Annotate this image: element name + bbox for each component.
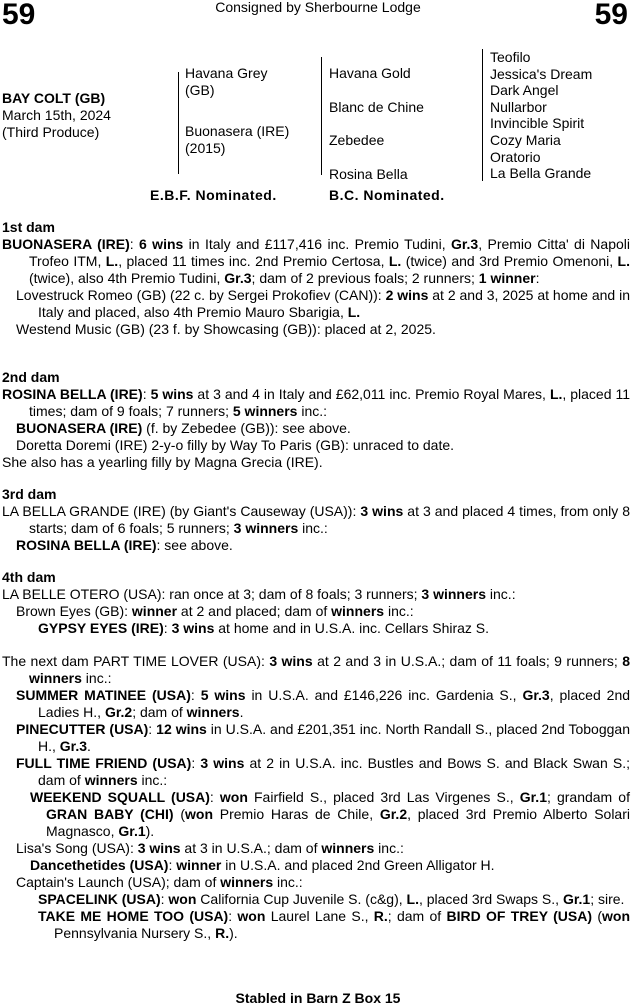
gen3-item: Oratorio [490, 148, 541, 165]
progeny-record: Captain's Launch (USA); dam of winners inc.: [16, 874, 303, 890]
sire-name: Havana Grey [185, 65, 268, 81]
progeny-record: ROSINA BELLA (IRE): see above. [16, 537, 233, 553]
first-dam-section [2, 219, 630, 338]
yearling-note: She also has a yearling filly by Magna Grecia (IRE). [2, 454, 323, 470]
section-heading: 3rd dam [2, 486, 57, 502]
gen3-item: La Bella Grande [490, 165, 592, 182]
gen3-item: Invincible Spirit [490, 115, 585, 132]
progeny-record: PINECUTTER (USA): 12 wins in U.S.A. and £201,351 inc. North Randall S., placed 2nd Toboggan H., Gr.3. [16, 721, 630, 754]
third-dam-section [2, 486, 630, 554]
dam-record: LA BELLA GRANDE (IRE) (by Giant's Causeway (USA)): 3 wins at 3 and placed 4 times, from only 8 starts; dam of 6 foals; 5 runners; 3 winners inc.: [2, 503, 631, 536]
pedigree-gen3 [490, 49, 592, 182]
section-heading: 4th dam [2, 569, 56, 585]
progeny-record: Doretta Doremi (IRE) 2-y-o filly by Way To Paris (GB): unraced to date. [16, 437, 455, 453]
section-heading: 1st dam [2, 219, 55, 235]
gen3-item: Nullarbor [490, 98, 547, 115]
gen2-sire-dam: Blanc de Chine [329, 98, 424, 115]
progeny-record: SPACELINK (USA): won California Cup Juvenile S. (c&g), L., placed 3rd Swaps S., Gr.1; sire. [38, 891, 625, 907]
gen2-dam-dam: Rosina Bella [329, 165, 408, 182]
second-dam-section [2, 369, 630, 471]
bc-nomination: B.C. Nominated. [329, 187, 445, 203]
pedigree-bracket-3 [482, 49, 483, 181]
dam-name: Buonasera (IRE) [185, 123, 290, 139]
progeny-record: SUMMER MATINEE (USA): 5 wins in U.S.A. and £146,226 inc. Gardenia S., Gr.3, placed 2nd Ladies H., Gr.2; dam of winners. [16, 687, 631, 720]
progeny-record: Lovestruck Romeo (GB) (22 c. by Sergei Prokofiev (CAN)): 2 wins at 2 and 3, 2025 at home and in Italy and placed, also 4th Premio Mauro Sbarigia, L. [16, 287, 630, 320]
lot-number-right: 59 [594, 0, 628, 31]
progeny-record: Lisa's Song (USA): 3 wins at 3 in U.S.A.; dam of winners inc.: [16, 840, 404, 856]
fourth-dam-section [2, 569, 630, 637]
pedigree-bracket-1 [178, 72, 179, 174]
pedigree-gen2 [329, 57, 424, 191]
progeny-record: Dancethetides (USA): winner in U.S.A. and placed 2nd Green Alligator H. [30, 857, 495, 873]
gen3-item: Cozy Maria [490, 131, 561, 148]
stabling-info: Stabled in Barn Z Box 15 [235, 990, 401, 1006]
gen3-item: Teofilo [490, 49, 531, 65]
horse-sex-colour: BAY COLT (GB) [2, 90, 106, 106]
gen3-item: Dark Angel [490, 82, 559, 99]
produce-note: (Third Produce) [2, 124, 100, 140]
dam-record: BUONASERA (IRE): 6 wins in Italy and £117,416 inc. Premio Tudini, Gr.3, Premio Citta' di Napoli Trofeo ITM, L., placed 11 times inc. 2nd Premio Certosa, L. (twice) and 3rd Premio Omenoni, L. (twice), also 4th Premio Tudini, Gr.3; dam of 2 previous foals; 2 runners; 1 winner: [2, 236, 630, 286]
progeny-record: GYPSY EYES (IRE): 3 wins at home and in U.S.A. inc. Cellars Shiraz S. [38, 620, 490, 636]
lot-number-left: 59 [2, 0, 36, 31]
progeny-record: WEEKEND SQUALL (USA): won Fairfield S., placed 3rd Las Virgenes S., Gr.1; grandam of GRAN BABY (CHI) (won Premio Haras de Chile, Gr.2, placed 3rd Premio Alberto Solari Magnasco, Gr.1). [30, 789, 630, 839]
dam-record: ROSINA BELLA (IRE): 5 wins at 3 and 4 in Italy and £62,011 inc. Premio Royal Mares, L., placed 11 times; dam of 9 foals; 7 runners; 5 winners inc.: [2, 386, 631, 419]
dam-year: (2015) [185, 140, 226, 156]
gen3-item: Jessica's Dream [490, 65, 593, 82]
sire-origin: (GB) [185, 82, 215, 98]
foaling-date: March 15th, 2024 [2, 107, 111, 123]
progeny-record: FULL TIME FRIEND (USA): 3 wins at 2 in U.S.A. inc. Bustles and Bows S. and Black Swan S.; dam of winners inc.: [16, 755, 630, 788]
gen2-dam-sire: Zebedee [329, 132, 385, 148]
pedigree-bracket-2 [321, 57, 322, 175]
next-dam-section [2, 653, 630, 942]
dam-record: The next dam PART TIME LOVER (USA): 3 wins at 2 and 3 in U.S.A.; dam of 11 foals; 9 runners; 8 winners inc.: [2, 653, 630, 686]
consignor: Consigned by Sherbourne Lodge [215, 0, 421, 15]
ebf-nomination: E.B.F. Nominated. [150, 187, 277, 203]
progeny-record: TAKE ME HOME TOO (USA): won Laurel Lane S., R.; dam of BIRD OF TREY (USA) (won Pennsylvania Nursery S., R.). [38, 908, 630, 941]
progeny-record: Westend Music (GB) (23 f. by Showcasing (GB)): placed at 2, 2025. [16, 321, 436, 337]
gen2-sire-sire: Havana Gold [329, 65, 411, 81]
progeny-record: Brown Eyes (GB): winner at 2 and placed; dam of winners inc.: [16, 603, 414, 619]
progeny-record: BUONASERA (IRE) (f. by Zebedee (GB)): see above. [16, 420, 351, 436]
pedigree-dam [185, 123, 289, 157]
section-heading: 2nd dam [2, 369, 60, 385]
horse-description [2, 90, 111, 141]
pedigree-sire [185, 65, 267, 99]
dam-record: LA BELLE OTERO (USA): ran once at 3; dam of 8 foals; 3 runners; 3 winners inc.: [2, 586, 516, 602]
